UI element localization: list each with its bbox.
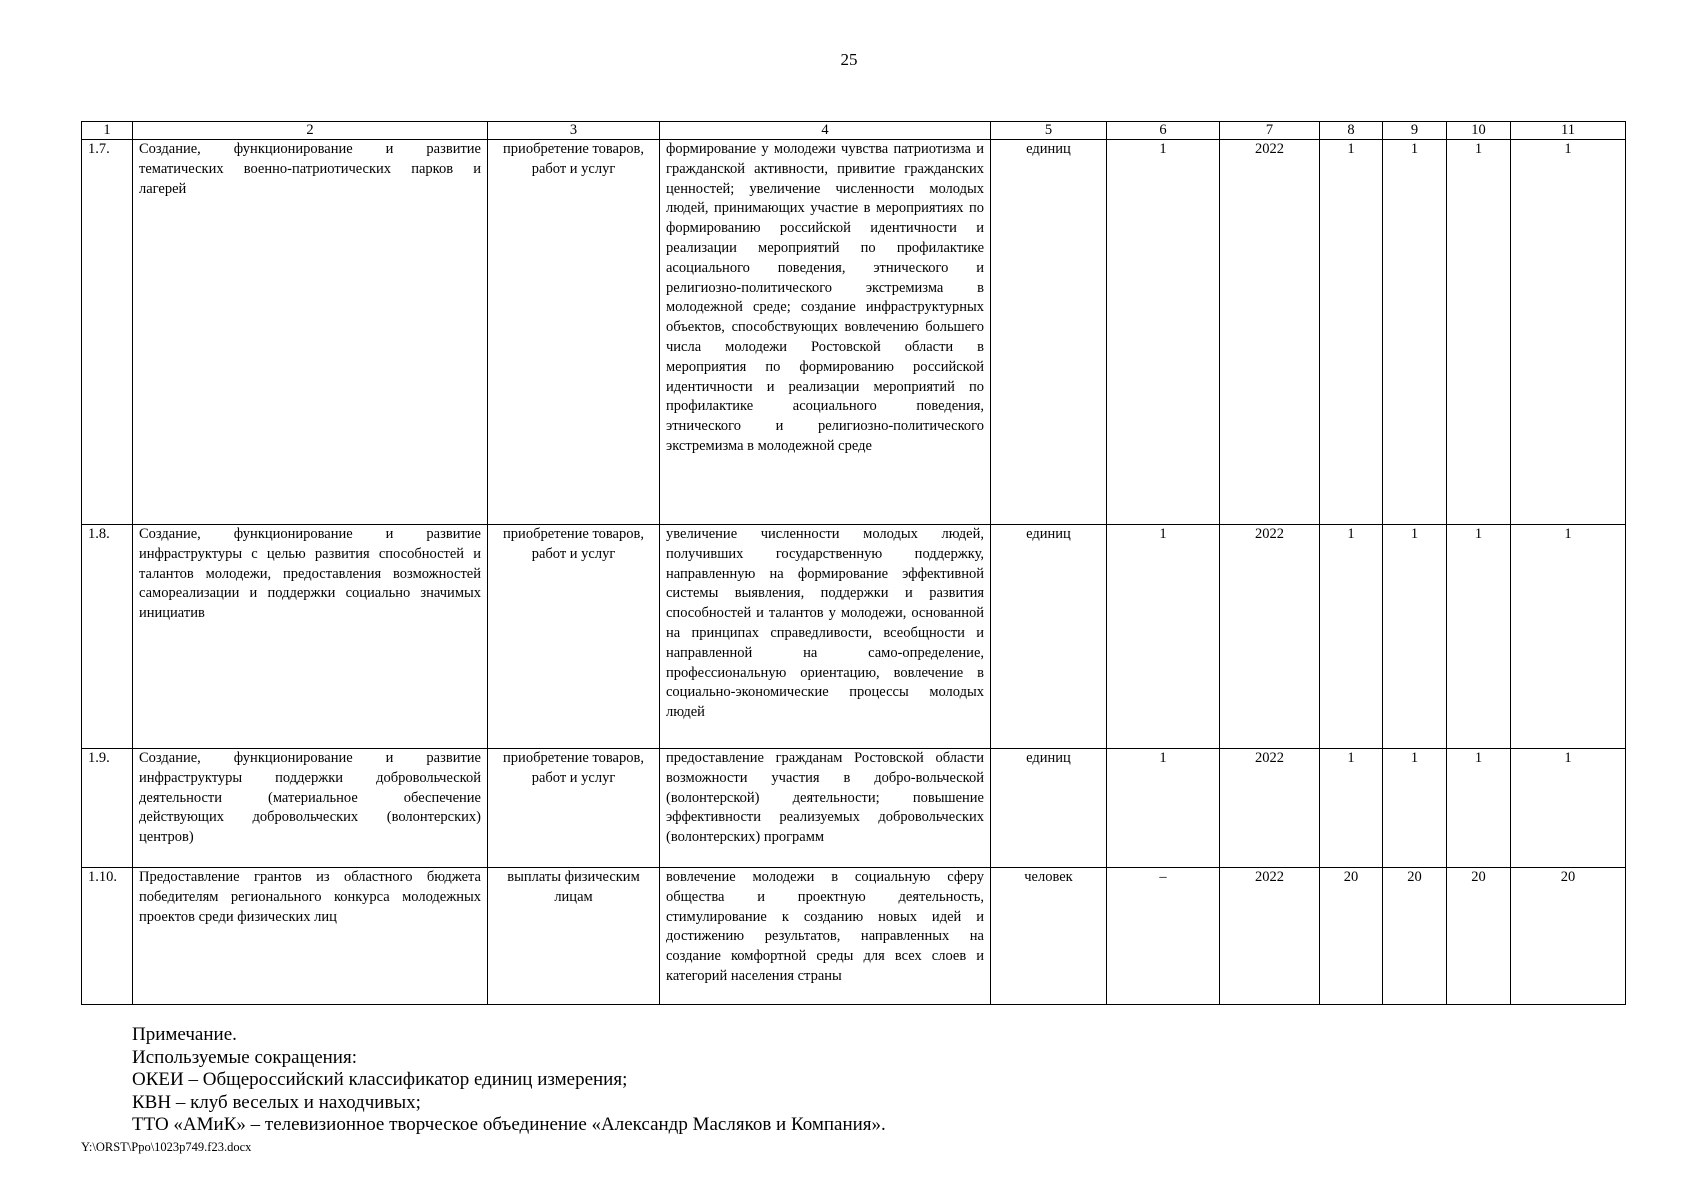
- row-number: 1.9.: [82, 749, 133, 868]
- table-header-row: [82, 122, 1626, 140]
- activity-result: увеличение численности молодых людей, получивших государственную поддержку, направленную на формирование эффективной системы выявления, поддержки и развития способностей и талантов у молодежи, основанной на принципах справедливости, всеобщности и направленной на само-определение, профессиональную ориентацию, вовлечение в социально-экономические процессы молодых людей: [660, 525, 991, 749]
- notes-title: Примечание.: [132, 1024, 237, 1045]
- table-row: [82, 749, 1626, 868]
- value-col-11: 1: [1511, 749, 1626, 868]
- base-value: 1: [1107, 525, 1220, 749]
- column-header: 8: [1320, 122, 1383, 140]
- measurement-unit: единиц: [991, 140, 1107, 525]
- activity-result: формирование у молодежи чувства патриотизма и гражданской активности, привитие гражданских ценностей; увеличение численности молодых людей, принимающих участие в мероприятиях по формированию российской идентичности и реализации мероприятий по профилактике асоциального поведения, этнического и религиозно-политического экстремизма в молодежной среде; создание инфраструктурных объектов, способствующих вовлечению большего числа молодежи Ростовской области в мероприятия по формированию российской идентичности и реализации мероприятий по профилактике асоциального поведения, этнического и религиозно-политического экстремизма в молодежной среде: [660, 140, 991, 525]
- value-col-11: 1: [1511, 140, 1626, 525]
- column-header: 4: [660, 122, 991, 140]
- value-col-8: 20: [1320, 868, 1383, 1005]
- base-year: 2022: [1220, 140, 1320, 525]
- abbreviation-item: ОКЕИ – Общероссийский классификатор единиц измерения;: [132, 1069, 628, 1090]
- column-header: 10: [1447, 122, 1511, 140]
- value-col-10: 1: [1447, 749, 1511, 868]
- column-header: 9: [1383, 122, 1447, 140]
- value-col-11: 20: [1511, 868, 1626, 1005]
- activity-type: приобретение товаров, работ и услуг: [488, 749, 660, 868]
- value-col-11: 1: [1511, 525, 1626, 749]
- row-number: 1.7.: [82, 140, 133, 525]
- column-header: 2: [133, 122, 488, 140]
- column-header: 5: [991, 122, 1107, 140]
- table-row: [82, 525, 1626, 749]
- abbreviation-item: ТТО «АМиК» – телевизионное творческое объединение «Александр Масляков и Компания».: [132, 1114, 886, 1135]
- column-header: 7: [1220, 122, 1320, 140]
- row-number: 1.8.: [82, 525, 133, 749]
- activity-type: приобретение товаров, работ и услуг: [488, 140, 660, 525]
- base-year: 2022: [1220, 868, 1320, 1005]
- activity-type: выплаты физическим лицам: [488, 868, 660, 1005]
- measurement-unit: человек: [991, 868, 1107, 1005]
- value-col-10: 1: [1447, 525, 1511, 749]
- value-col-9: 1: [1383, 525, 1447, 749]
- activity-name: Предоставление грантов из областного бюджета победителям регионального конкурса молодежных проектов среди физических лиц: [133, 868, 488, 1005]
- column-header: 6: [1107, 122, 1220, 140]
- value-col-10: 20: [1447, 868, 1511, 1005]
- column-header: 3: [488, 122, 660, 140]
- notes-section: [132, 1024, 886, 1137]
- activity-result: предоставление гражданам Ростовской области возможности участия в добро-вольческой (волонтерской) деятельности; повышение эффективности реализуемых добровольческих (волонтерских) программ: [660, 749, 991, 868]
- page-number: 25: [840, 50, 858, 69]
- base-value: 1: [1107, 140, 1220, 525]
- abbreviation-item: КВН – клуб веселых и находчивых;: [132, 1091, 421, 1113]
- base-value: 1: [1107, 749, 1220, 868]
- activity-type: приобретение товаров, работ и услуг: [488, 525, 660, 749]
- base-year: 2022: [1220, 525, 1320, 749]
- value-col-8: 1: [1320, 525, 1383, 749]
- value-col-8: 1: [1320, 749, 1383, 868]
- notes-subtitle: Используемые сокращения:: [132, 1046, 357, 1068]
- activity-name: Создание, функционирование и развитие инфраструктуры поддержки добровольческой деятельности (материальное обеспечение действующих добровольческих (волонтерских) центров): [133, 749, 488, 868]
- value-col-9: 1: [1383, 749, 1447, 868]
- column-header: 11: [1511, 122, 1626, 140]
- table-row: [82, 140, 1626, 525]
- measurement-unit: единиц: [991, 749, 1107, 868]
- activity-name: Создание, функционирование и развитие инфраструктуры с целью развития способностей и талантов молодежи, предоставления возможностей самореализации и поддержки социально значимых инициатив: [133, 525, 488, 749]
- row-number: 1.10.: [82, 868, 133, 1005]
- value-col-9: 1: [1383, 140, 1447, 525]
- base-value: –: [1107, 868, 1220, 1005]
- base-year: 2022: [1220, 749, 1320, 868]
- file-path-footer: Y:\ORST\Ppo\1023p749.f23.docx: [81, 1140, 252, 1154]
- activity-name: Создание, функционирование и развитие тематических военно-патриотических парков и лагерей: [133, 140, 488, 525]
- value-col-8: 1: [1320, 140, 1383, 525]
- program-table: [81, 121, 1626, 1005]
- column-header: 1: [82, 122, 133, 140]
- value-col-10: 1: [1447, 140, 1511, 525]
- activity-result: вовлечение молодежи в социальную сферу общества и проектную деятельность, стимулирование к созданию новых идей и достижению результатов, направленных на создание комфортной среды для всех слоев и категорий населения страны: [660, 868, 991, 1005]
- table-row: [82, 868, 1626, 1005]
- value-col-9: 20: [1383, 868, 1447, 1005]
- measurement-unit: единиц: [991, 525, 1107, 749]
